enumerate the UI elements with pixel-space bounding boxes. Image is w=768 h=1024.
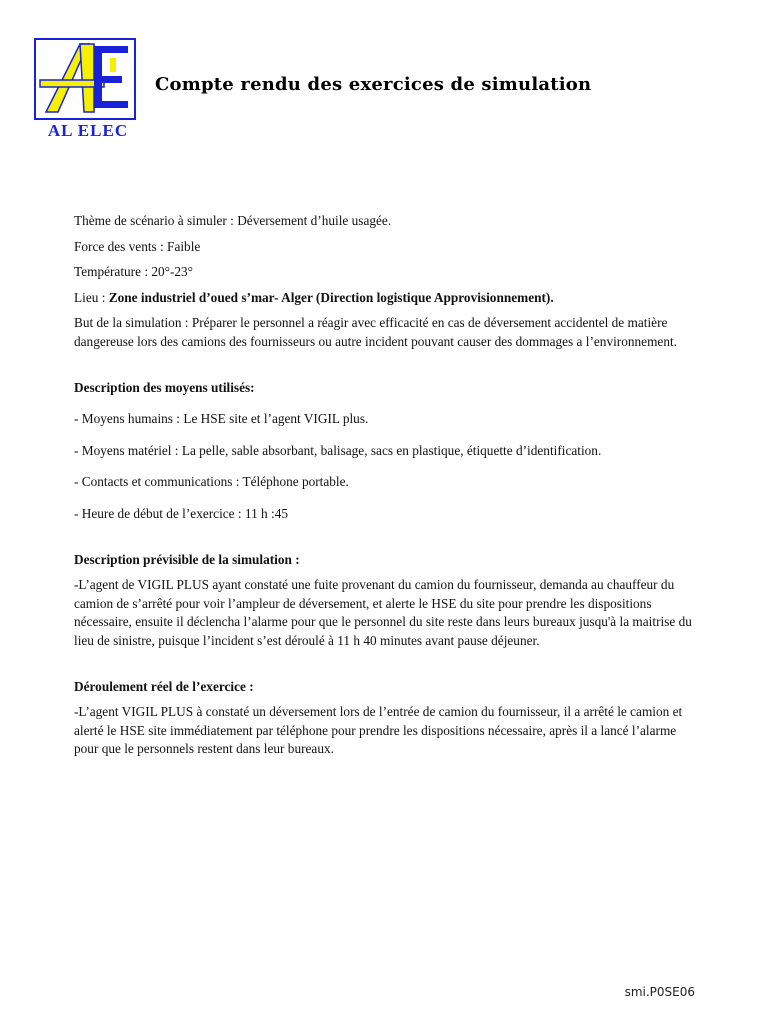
document-reference: smi.P0SE06 [624,985,695,999]
reel-heading: Déroulement réel de l’exercice : [74,678,254,694]
previsible-heading: Description prévisible de la simulation : [74,551,300,567]
previsible-paragraph: -L’agent de VIGIL PLUS ayant constaté une fuite provenant du camion du fournisseur, demanda au chauffeur du camion de s’arrêté pour voir l’ampleur de déversement, et alerte le HSE du site pour prendre les dispositions nécessaire, ensuite il déclencha l’alarme pour que le personnel du site reste dans leurs bureaux jusqu'à la maitrise du lieu de sinistre, puisque l’incident s’est déroulé à 11 h 40 minutes avant pause déjeuner. [74,577,692,648]
moyens-item: - Moyens humains : Le HSE site et l’agent VIGIL plus. [74,411,369,427]
theme-line: Thème de scénario à simuler : Déversement d’huile usagée. [74,213,392,228]
lieu-value: Zone industriel d’oued s’mar- Alger (Direction logistique Approvisionnement). [108,289,554,305]
report-body [74,212,700,759]
logo-text: AL ELEC [47,121,129,140]
moyens-heading: Description des moyens utilisés: [74,379,255,395]
document-title: Compte rendu des exercices de simulation [155,74,592,95]
lieu-label: Lieu : [74,289,109,305]
moyens-item: - Heure de début de l’exercice : 11 h :45 [74,505,289,521]
moyens-item: - Contacts et communications : Téléphone portable. [74,474,349,490]
lieu-line [74,289,700,308]
purpose-paragraph: But de la simulation : Préparer le personnel a réagir avec efficacité en cas de déversement accidentel de matière dangereuse lors des camions des fournisseurs ou autre incident pouvant causer des dommages a l’environnement. [74,315,677,349]
moyens-item: - Moyens matériel : La pelle, sable absorbant, balisage, sacs en plastique, étiquette d’identification. [74,442,602,458]
reel-paragraph: -L’agent VIGIL PLUS à constaté un déversement lors de l’entrée de camion du fournisseur, il a arrêté le camion et alerté le HSE site immédiatement par téléphone pour prendre les dispositions nécessaire, après il a lancé l’alarme pour que le personnels restent dans leur bureaux. [74,704,683,757]
temperature-line: Température : 20°-23° [74,264,193,280]
vents-line: Force des vents : Faible [74,238,201,254]
